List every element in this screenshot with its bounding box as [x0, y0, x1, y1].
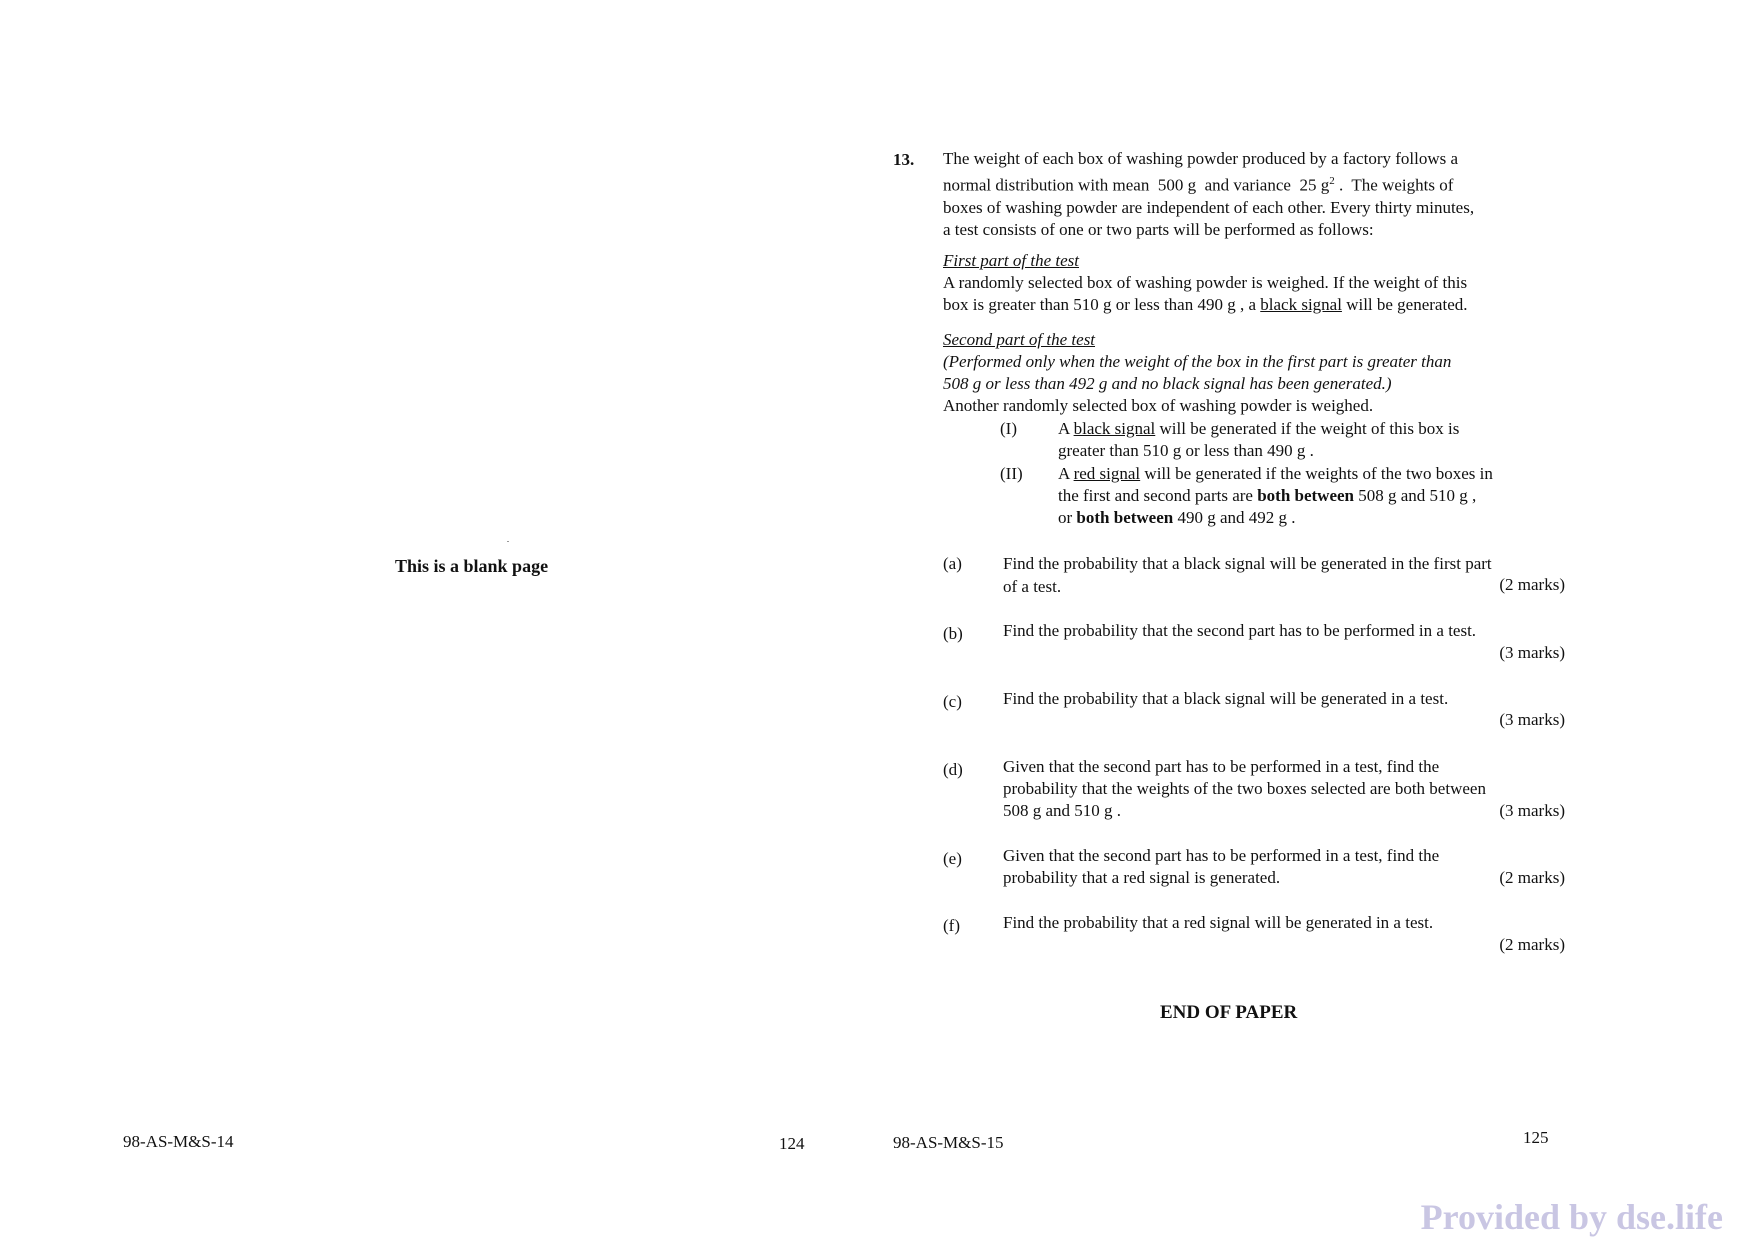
stray-mark — [507, 541, 509, 542]
black-signal-term: black signal — [1260, 295, 1342, 314]
first-part-heading: First part of the test — [943, 251, 1079, 270]
marks-label: (2 marks) — [1499, 935, 1565, 954]
right-footer-code: 98-AS-M&S-15 — [893, 1133, 1004, 1152]
left-footer-code: 98-AS-M&S-14 — [123, 1132, 234, 1151]
part-line: probability that the weights of the two boxes selected are both between — [1003, 779, 1486, 798]
item-text — [1058, 418, 1578, 462]
item-line: greater than 510 g or less than 490 g . — [1058, 441, 1314, 460]
watermark[interactable]: Provided by dse.life — [1420, 1197, 1723, 1237]
second-part-note: 508 g or less than 492 g and no black signal has been generated.) — [943, 374, 1392, 393]
part-line: Given that the second part has to be performed in a test, find the — [1003, 757, 1440, 776]
part-line: Find the probability that a black signal will be generated in a test. — [1003, 689, 1449, 708]
bold-term: both between — [1257, 486, 1355, 505]
red-signal-term: red signal — [1073, 464, 1141, 483]
blank-page-notice: This is a blank page — [395, 556, 549, 576]
marks-label: (2 marks) — [1499, 575, 1565, 594]
part-line: Find the probability that the second part has to be performed in a test. — [1003, 621, 1477, 640]
text-span: or — [1058, 508, 1077, 527]
text-span: will be generated if the weight of this box is — [1155, 419, 1460, 438]
second-part-section — [943, 329, 1565, 417]
first-part-line: A randomly selected box of washing powder is weighed. If the weight of this — [943, 273, 1468, 292]
question-part-e — [943, 845, 1565, 895]
question-part-d — [943, 756, 1565, 828]
part-line: 508 g and 510 g . — [1003, 801, 1122, 820]
text-span: box is greater than 510 g or less than 490 g , a — [943, 295, 1261, 314]
part-label: (b) — [943, 624, 963, 643]
first-part-line — [943, 294, 1565, 316]
text-span: A — [1058, 464, 1074, 483]
part-line: Find the probability that a black signal will be generated in the first part — [1003, 554, 1492, 573]
question-part-c — [943, 688, 1565, 738]
text-span: will be generated. — [1341, 295, 1468, 314]
text-span: 508 g and 510 g , — [1354, 486, 1477, 505]
right-page-number: 125 — [1523, 1128, 1549, 1147]
bold-term: both between — [1076, 508, 1174, 527]
part-label: (f) — [943, 916, 960, 935]
left-page-number: 124 — [779, 1134, 805, 1153]
question-number: 13. — [893, 150, 915, 169]
intro-line: The weight of each box of washing powder produced by a factory follows a — [943, 149, 1459, 168]
text-span: will be generated if the weights of the two boxes in — [1140, 464, 1493, 483]
marks-label: (2 marks) — [1499, 868, 1565, 887]
item-label: (I) — [1000, 419, 1017, 438]
marks-label: (3 marks) — [1499, 801, 1565, 820]
intro-line: a test consists of one or two parts will be performed as follows: — [943, 219, 1374, 239]
part-label: (e) — [943, 849, 962, 868]
text-span: the first and second parts are — [1058, 486, 1258, 505]
text-span: 490 g and 492 g . — [1173, 508, 1296, 527]
second-part-items — [1000, 418, 1570, 528]
marks-label: (3 marks) — [1499, 710, 1565, 729]
part-line: Given that the second part has to be performed in a test, find the — [1003, 846, 1440, 865]
first-part-section — [943, 250, 1565, 316]
question-part-a — [943, 553, 1565, 603]
part-label: (d) — [943, 760, 963, 779]
intro-line: boxes of washing powder are independent of each other. Every thirty minutes, — [943, 197, 1475, 217]
black-signal-term: black signal — [1073, 419, 1156, 438]
question-part-f — [943, 912, 1565, 962]
intro-line: normal distribution with mean 500 g and variance 25 $g^2$ . The weights of — [943, 175, 1454, 195]
item-text — [1058, 463, 1578, 529]
part-line: Find the probability that a red signal will be generated in a test. — [1003, 913, 1434, 932]
second-part-line: Another randomly selected box of washing powder is weighed. — [943, 396, 1374, 415]
question-intro — [943, 148, 1565, 241]
item-label: (II) — [1000, 464, 1023, 483]
text-span: A — [1058, 419, 1074, 438]
part-label: (a) — [943, 554, 962, 573]
second-part-note: (Performed only when the weight of the box in the first part is greater than — [943, 352, 1452, 371]
part-line: probability that a red signal is generated. — [1003, 868, 1281, 887]
question-part-b — [943, 620, 1565, 670]
second-part-heading: Second part of the test — [943, 330, 1096, 349]
end-of-paper: END OF PAPER — [1160, 1002, 1298, 1023]
part-label: (c) — [943, 692, 962, 711]
part-line: of a test. — [1003, 577, 1062, 596]
marks-label: (3 marks) — [1499, 643, 1565, 662]
